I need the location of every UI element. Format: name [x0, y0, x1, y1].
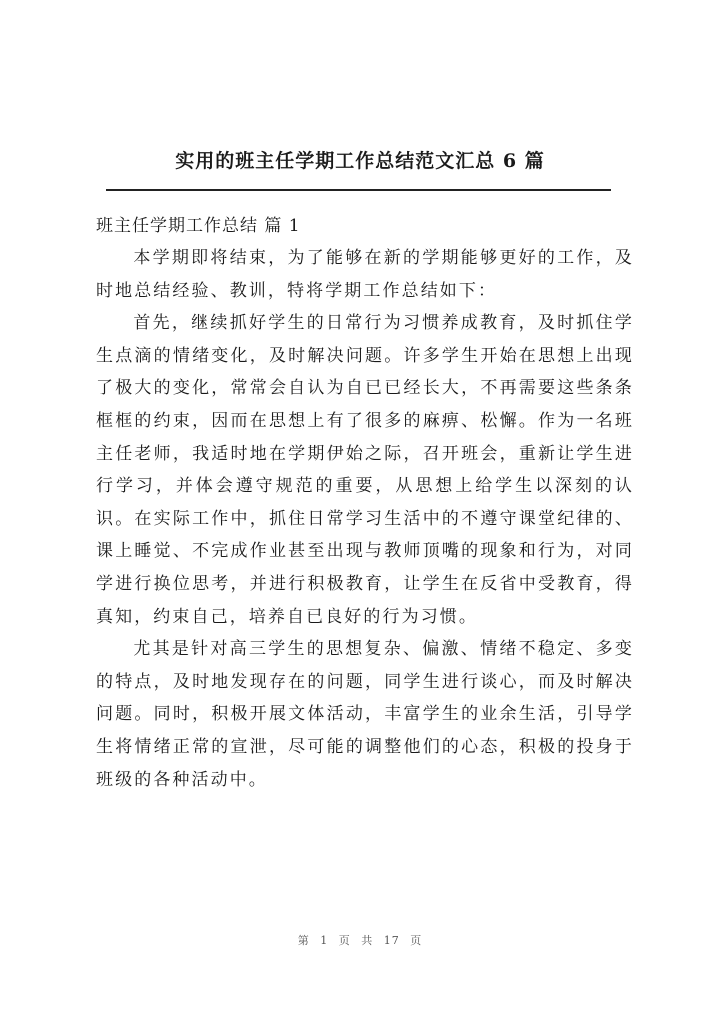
document-title: 实用的班主任学期工作总结范文汇总 6 篇: [175, 150, 545, 172]
paragraph: 尤其是针对高三学生的思想复杂、偏激、情绪不稳定、多变的特点，及时地发现存在的问题，同学生进行谈心，而及时解决问题。同时，积极开展文体活动，丰富学生的业余生活，引导学生将情绪正常的宣泄，尽可能的调整他们的心态，积极的投身于班级的各种活动中。: [96, 639, 634, 790]
body-text: [96, 242, 634, 796]
page-footer: 第 1 页 共 17 页: [297, 934, 423, 947]
title-divider: [106, 189, 611, 191]
paragraph: 本学期即将结束，为了能够在新的学期能够更好的工作，及时地总结经验、教训，特将学期工作总结如下：: [96, 248, 634, 301]
section-heading: 班主任学期工作总结 篇 1: [96, 216, 301, 236]
paragraph: 首先，继续抓好学生的日常行为习惯养成教育，及时抓住学生点滴的情绪变化，及时解决问题。许多学生开始在思想上出现了极大的变化，常常会自认为自已已经长大，不再需要这些条条框框的约束，因而在思想上有了很多的麻痹、松懈。作为一名班主任老师，我适时地在学期伊始之际，召开班会，重新让学生进行学习，并体会遵守规范的重要，从思想上给学生以深刻的认识。在实际工作中，抓住日常学习生活中的不遵守课堂纪律的、课上睡觉、不完成作业甚至出现与教师顶嘴的现象和行为，对同学进行换位思考，并进行积极教育，让学生在反省中受教育，得真知，约束自己，培养自已良好的行为习惯。: [96, 313, 634, 627]
